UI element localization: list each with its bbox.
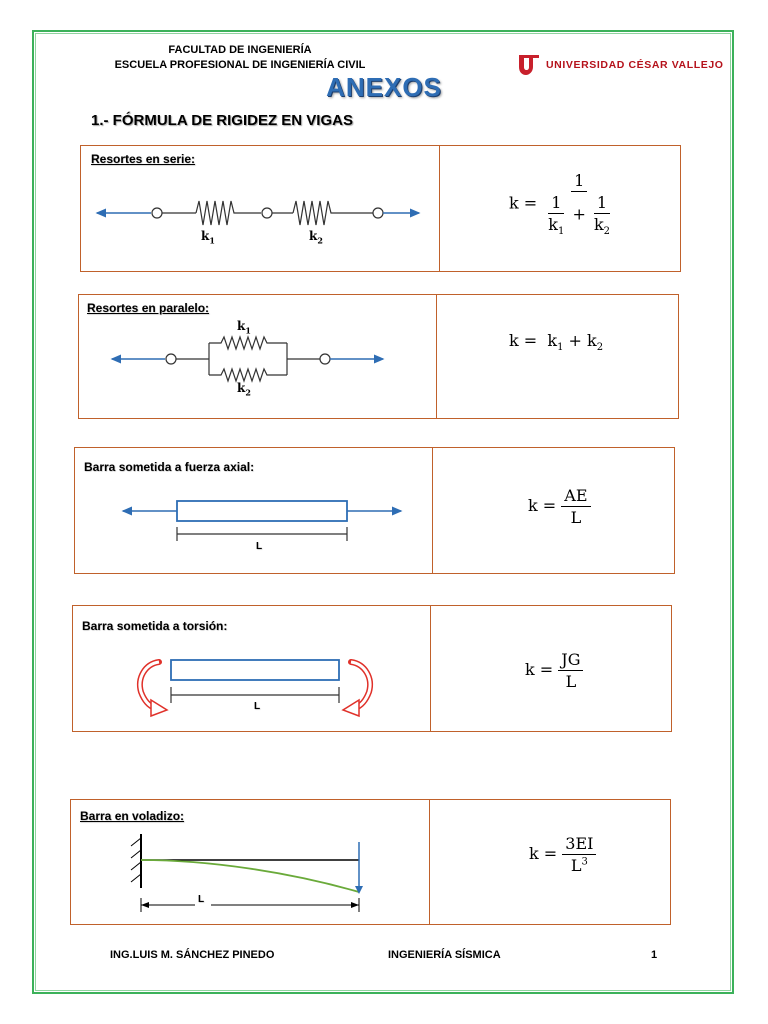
torsion-bar-box xyxy=(72,605,672,732)
cantilever-box xyxy=(70,799,671,925)
spring2-label: $k_2$ xyxy=(237,381,251,398)
faculty-title: FACULTAD DE INGENIERÍA xyxy=(168,44,312,56)
axial-bar-box xyxy=(74,447,675,574)
footer-author: ING.LUIS M. SÁNCHEZ PINEDO xyxy=(110,949,275,961)
axial-formula: k = $\frac{AE}{L}$ xyxy=(528,486,591,527)
length-label: L xyxy=(256,541,263,552)
spring1-label: $k_1$ xyxy=(237,319,251,336)
parallel-label: Resortes en paralelo: xyxy=(87,301,210,315)
series-springs-diagram xyxy=(93,191,433,291)
length-label: L xyxy=(254,701,261,712)
series-label: Resortes en serie: xyxy=(91,152,196,166)
page-title: ANEXOS xyxy=(326,72,442,102)
box-divider xyxy=(436,295,437,418)
length-label: L xyxy=(198,894,205,905)
series-springs-box xyxy=(80,145,681,272)
university-name: UNIVERSIDAD CÉSAR VALLEJO xyxy=(546,59,724,71)
parallel-springs-diagram xyxy=(109,335,409,415)
cantilever-diagram xyxy=(119,830,419,930)
footer-course: INGENIERÍA SÍSMICA xyxy=(388,949,501,961)
cantilever-formula: k = $\frac{3EI}{L^3}$ xyxy=(529,834,596,875)
spring1-label: $k_1$ xyxy=(201,229,215,246)
axial-bar-diagram xyxy=(115,496,415,556)
torsion-label: Barra sometida a torsión: xyxy=(82,619,228,633)
box-divider xyxy=(432,448,433,573)
parallel-formula: $k = k_1 + k_2$ xyxy=(509,331,604,354)
school-title: ESCUELA PROFESIONAL DE INGENIERÍA CIVIL xyxy=(114,59,366,71)
series-formula: k = 1 $\frac{1}{k_1}$ + $\frac{1}{k_2}$ xyxy=(509,171,611,238)
box-divider xyxy=(429,800,430,924)
torsion-bar-diagram xyxy=(131,650,431,730)
page-number: 1 xyxy=(651,949,658,961)
spring2-label: $k_2$ xyxy=(309,229,323,246)
cantilever-label: Barra en voladizo: xyxy=(80,809,185,823)
section-title: 1.- FÓRMULA DE RIGIDEZ EN VIGAS xyxy=(91,112,353,129)
torsion-formula: k = $\frac{JG}{L}$ xyxy=(525,650,583,691)
box-divider xyxy=(439,146,440,271)
parallel-springs-box xyxy=(78,294,679,419)
axial-label: Barra sometida a fuerza axial: xyxy=(84,460,255,474)
